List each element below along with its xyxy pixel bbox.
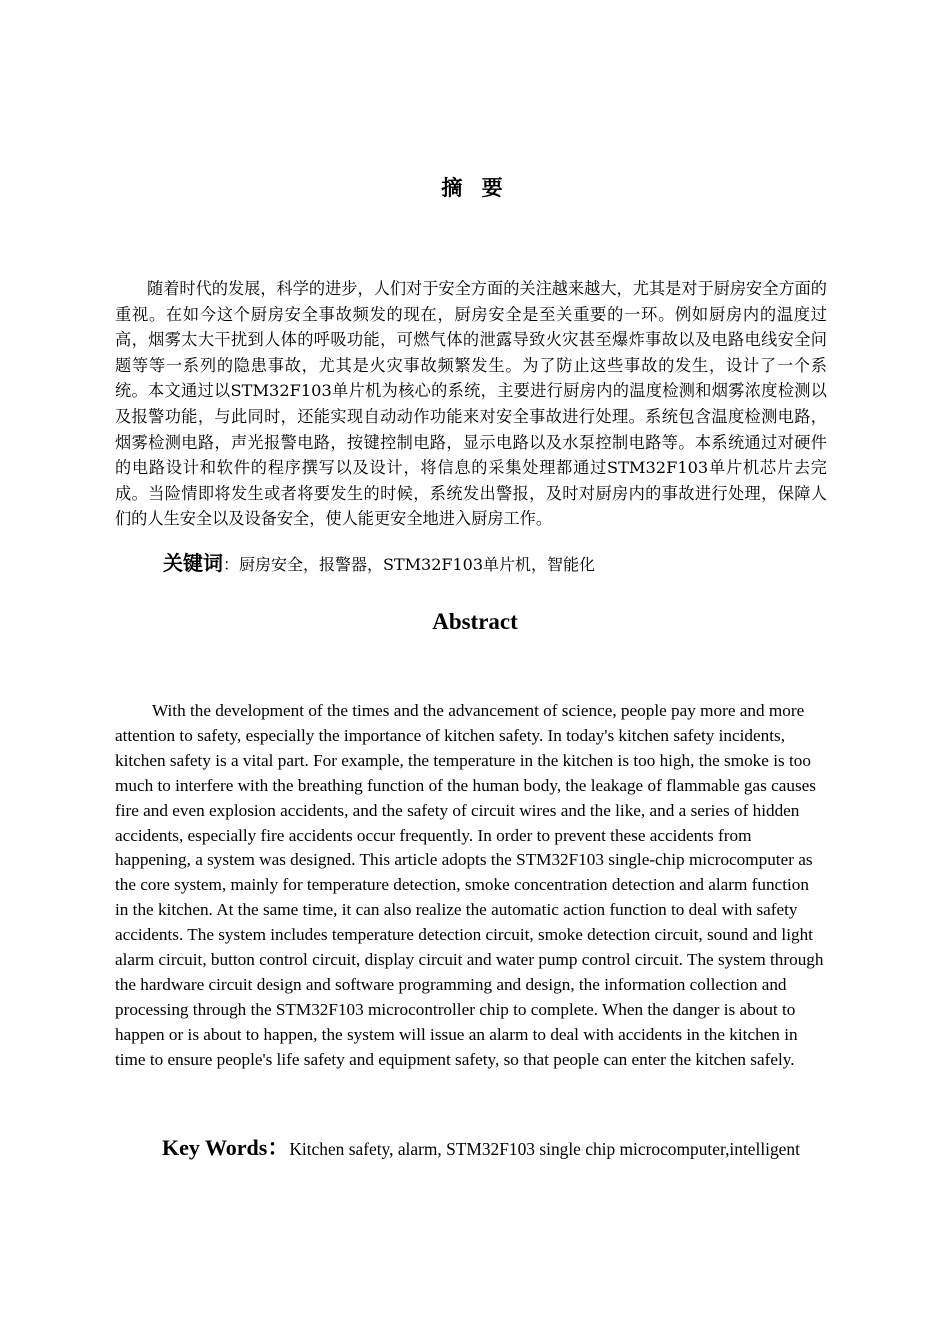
keywords-cn (163, 548, 843, 580)
keywords-en-label: Key Words： (162, 1135, 290, 1160)
keywords-en-text: Kitchen safety, alarm, STM32F103 single chip microcomputer,intelligent (289, 1139, 800, 1159)
keywords-cn-text: ：厨房安全，报警器，STM32F103单片机，智能化 (223, 555, 596, 574)
abstract-cn-title: 摘 要 (441, 175, 509, 200)
keywords-cn-label: 关键词 (163, 551, 223, 575)
abstract-cn-body: 随着时代的发展，科学的进步，人们对于安全方面的关注越来越大，尤其是对于厨房安全方面的重视。在如今这个厨房安全事故频发的现在，厨房安全是至关重要的一环。例如厨房内的温度过高，烟雾太大干扰到人体的呼吸功能，可燃气体的泄露导致火灾甚至爆炸事故以及电路电线安全问题等等一系列的隐患事故，尤其是火灾事故频繁发生。为了防止这些事故的发生，设计了一个系统。本文通过以STM32F103单片机为核心的系统，主要进行厨房内的温度检测和烟雾浓度检测以及报警功能，与此同时，还能实现自动动作功能来对安全事故进行处理。系统包含温度检测电路，烟雾检测电路，声光报警电路，按键控制电路，显示电路以及水泵控制电路等。本系统通过对硬件的电路设计和软件的程序撰写以及设计，将信息的采集处理都通过STM32F103单片机芯片去完成。当险情即将发生或者将要发生的时候，系统发出警报，及时对厨房内的事故进行处理，保障人们的人生安全以及设备安全，使人能更安全地进入厨房工作。 (115, 279, 827, 529)
abstract-en-title: Abstract (432, 609, 518, 634)
keywords-en (115, 1130, 835, 1167)
abstract-en-body: With the development of the times and the advancement of science, people pay more and more attention to safety, especially the importance of kitchen safety. In today's kitchen safety incidents, kitchen safety is a vital part. For example, the temperature in the kitchen is too high, the smoke is too much to interfere with the breathing function of the human body, the leakage of flammable gas causes fire and even explosion accidents, and the safety of circuit wires and the like, and a series of hidden accidents, especially fire accidents occur frequently. In order to prevent these accidents from happening, a system was designed. This article adopts the STM32F103 single-chip microcomputer as the core system, mainly for temperature detection, smoke concentration detection and alarm function in the kitchen. At the same time, it can also realize the automatic action function to deal with safety accidents. The system includes temperature detection circuit, smoke detection circuit, sound and light alarm circuit, button control circuit, display circuit and water pump control circuit. The system through the hardware circuit design and software programming and design, the information collection and processing through the STM32F103 microcontroller chip to complete. When the danger is about to happen or is about to happen, the system will issue an alarm to deal with accidents in the kitchen in time to ensure people's life safety and equipment safety, so that people can enter the kitchen safely. (115, 701, 824, 1069)
